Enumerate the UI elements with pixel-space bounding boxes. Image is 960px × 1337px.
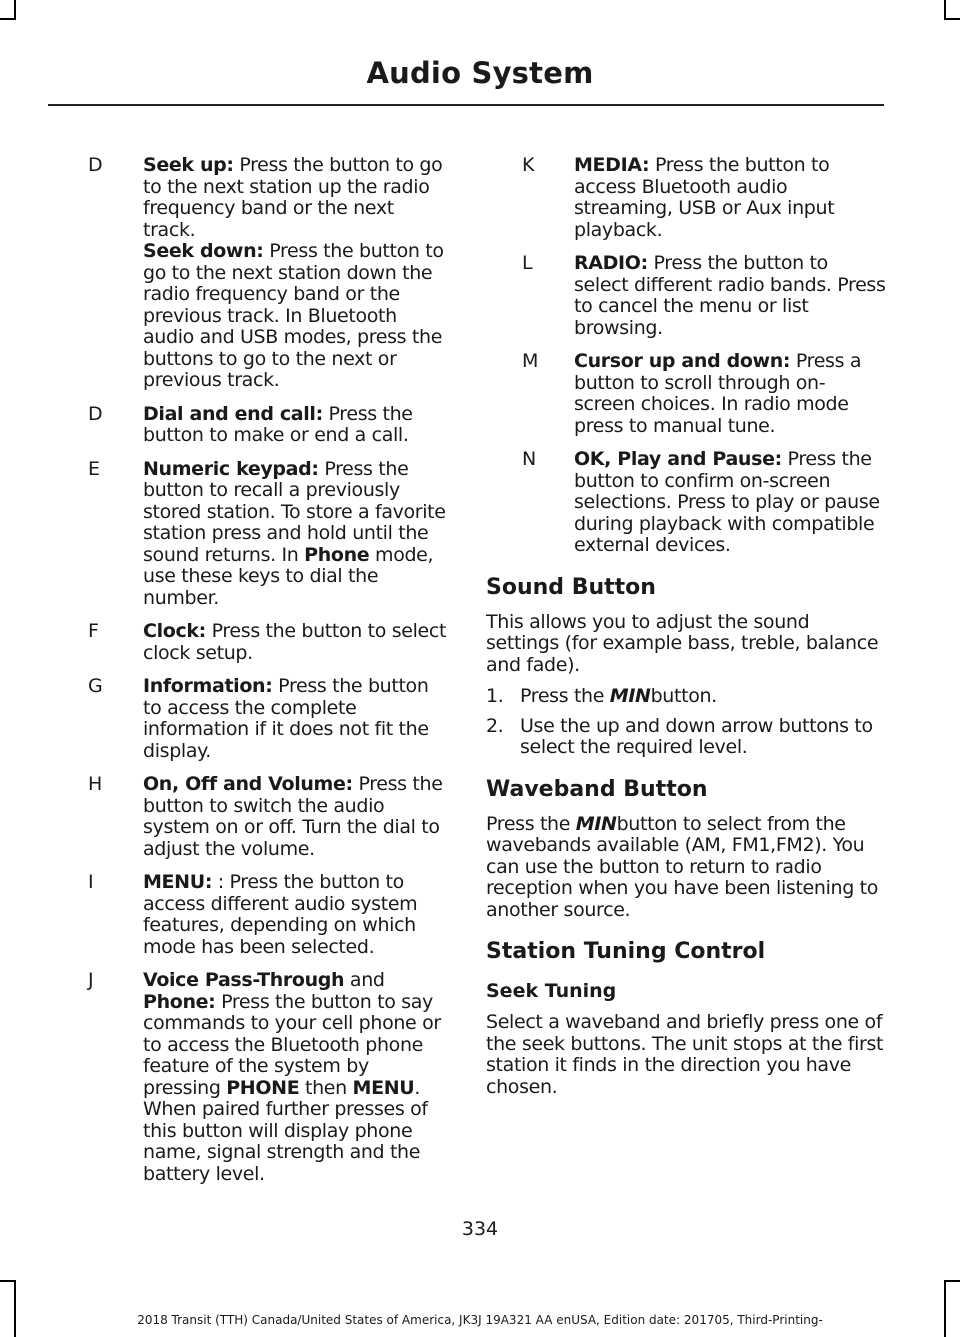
crop-mark	[0, 18, 16, 20]
seek-tuning-text: Select a waveband and briefly press one of the seek buttons. The unit stops at the first station it finds in the direction you have chosen.	[486, 1011, 884, 1098]
item-description	[143, 872, 448, 958]
sound-intro: This allows you to adjust the sound settings (for example bass, treble, balance and fade).	[486, 610, 879, 676]
item-text: Press the button to access Bluetooth audio streaming, USB or Aux input playback.	[574, 154, 835, 241]
item-description	[574, 155, 886, 241]
list-item	[48, 676, 448, 762]
item-text: Press the button to recall a previously stored station. To store a favorite station press and hold until the sound returns. In	[143, 457, 446, 566]
item-label: MEDIA:	[574, 154, 650, 176]
item-label: Seek down:	[143, 240, 264, 262]
waveband-text-post: button to select from the wavebands available (AM, FM1,FM2). You can use the button to return to radio reception when you have been listening to another source.	[486, 812, 878, 921]
crop-mark	[944, 1280, 946, 1337]
item-letter: D	[88, 402, 103, 425]
section-heading-waveband: Waveband Button	[486, 776, 708, 802]
item-letter: H	[88, 773, 103, 795]
list-item	[486, 253, 886, 339]
item-text: mode, use these keys to dial the number.	[143, 543, 434, 609]
item-description	[143, 774, 448, 860]
item-text: Press the button to select clock setup.	[143, 620, 447, 664]
crop-mark	[14, 1280, 16, 1337]
item-label: MENU	[352, 1076, 415, 1099]
sound-steps	[486, 686, 886, 759]
item-label: Seek up:	[143, 154, 234, 176]
step-number: 1.	[486, 685, 504, 707]
list-item	[48, 155, 448, 392]
item-label: Clock:	[143, 620, 206, 642]
item-label: Voice Pass-Through	[143, 969, 345, 991]
list-item	[486, 716, 886, 759]
waveband-text	[486, 814, 886, 922]
step-text-post: button.	[650, 685, 717, 707]
item-letter: J	[88, 969, 94, 991]
item-description	[143, 676, 448, 762]
item-description	[574, 253, 886, 339]
list-item	[48, 459, 448, 610]
crop-mark	[944, 1280, 960, 1282]
item-text: and	[344, 969, 385, 991]
item-letter: E	[88, 457, 101, 480]
item-letter: M	[522, 350, 539, 372]
item-text: Press the button to select different radio bands. Press to cancel the menu or list browsing.	[574, 252, 886, 339]
item-label: MENU:	[143, 871, 213, 893]
item-label: Numeric keypad:	[143, 457, 319, 480]
list-item	[48, 621, 448, 664]
item-letter: I	[88, 871, 94, 893]
crop-mark	[0, 1280, 16, 1282]
item-letter: N	[522, 448, 537, 470]
item-text: Press the button to access the complete information if it does not fit the display.	[143, 675, 429, 762]
item-label: Cursor up and down:	[574, 350, 791, 372]
list-item	[486, 351, 886, 437]
step-text-pre: Press the	[520, 685, 610, 707]
item-text: Press the button to confirm on-screen selections. Press to play or pause during playback with compatible external devices.	[574, 448, 880, 556]
item-letter: F	[88, 620, 99, 642]
list-item	[48, 404, 448, 447]
item-letter: K	[522, 154, 535, 176]
item-text: Press the button to say commands to your cell phone or to access the Bluetooth phone feature of the system by pressing	[143, 990, 441, 1099]
list-item	[48, 872, 448, 958]
button-key: MIN	[609, 685, 651, 707]
crop-mark	[944, 0, 946, 20]
crop-mark	[14, 0, 16, 20]
item-label: Information:	[143, 675, 273, 697]
crop-mark	[944, 18, 960, 20]
item-description	[574, 351, 886, 437]
subheading-seek-tuning: Seek Tuning	[486, 980, 617, 1002]
item-text: . When paired further presses of this button will display phone name, signal strength and the battery level.	[143, 1076, 428, 1185]
section-heading-station: Station Tuning Control	[486, 939, 766, 964]
waveband-text-pre: Press the	[486, 812, 576, 835]
item-label: Phone:	[143, 990, 216, 1013]
step-text: Use the up and down arrow buttons to select the required level.	[520, 714, 873, 758]
item-letter: D	[88, 154, 103, 176]
item-text: Press the button to go to the next station up the radio frequency band or the next track.	[143, 154, 443, 241]
edition-footer: 2018 Transit (TTH) Canada/United States of America, JK3J 19A321 AA enUSA, Edition date: 201705, Third-Printing-	[137, 1313, 823, 1327]
header-rule	[48, 104, 884, 106]
item-text: Press the button to switch the audio system on or off. Turn the dial to adjust the volume.	[143, 773, 443, 860]
item-label: RADIO:	[574, 252, 648, 274]
button-key: MIN	[575, 812, 617, 835]
right-column	[486, 155, 886, 1108]
step-text	[520, 686, 886, 708]
item-label: PHONE	[226, 1076, 300, 1099]
list-item	[486, 686, 886, 708]
item-text: Press the button to go to the next station down the radio frequency band or the previous track. In Bluetooth audio and USB modes, press the buttons to go to the next or previous track.	[143, 240, 444, 391]
item-description	[574, 449, 886, 557]
page-number: 334	[461, 1218, 499, 1240]
list-item	[48, 774, 448, 860]
list-item	[48, 970, 448, 1185]
page-title: Audio System	[366, 56, 594, 90]
left-column	[48, 155, 448, 1197]
item-label: Dial and end call:	[143, 402, 323, 425]
item-text: Press the button to make or end a call.	[143, 402, 413, 446]
item-description	[143, 621, 448, 664]
section-heading-sound: Sound Button	[486, 574, 656, 600]
item-letter: L	[522, 252, 533, 274]
item-label: On, Off and Volume:	[143, 773, 353, 795]
item-label: Phone	[304, 543, 370, 566]
item-description	[143, 404, 448, 447]
item-description	[143, 459, 448, 610]
item-letter: G	[88, 675, 103, 697]
step-number: 2.	[486, 714, 504, 737]
list-item	[486, 449, 886, 557]
item-text: Press a button to scroll through on-screen choices. In radio mode press to manual tune.	[574, 350, 862, 437]
list-item	[486, 155, 886, 241]
item-description	[143, 970, 448, 1185]
item-text: then	[299, 1076, 353, 1099]
item-description	[143, 155, 448, 392]
item-text: : Press the button to access different audio system features, depending on which mode has been selected.	[143, 871, 418, 958]
item-label: OK, Play and Pause:	[574, 448, 782, 470]
